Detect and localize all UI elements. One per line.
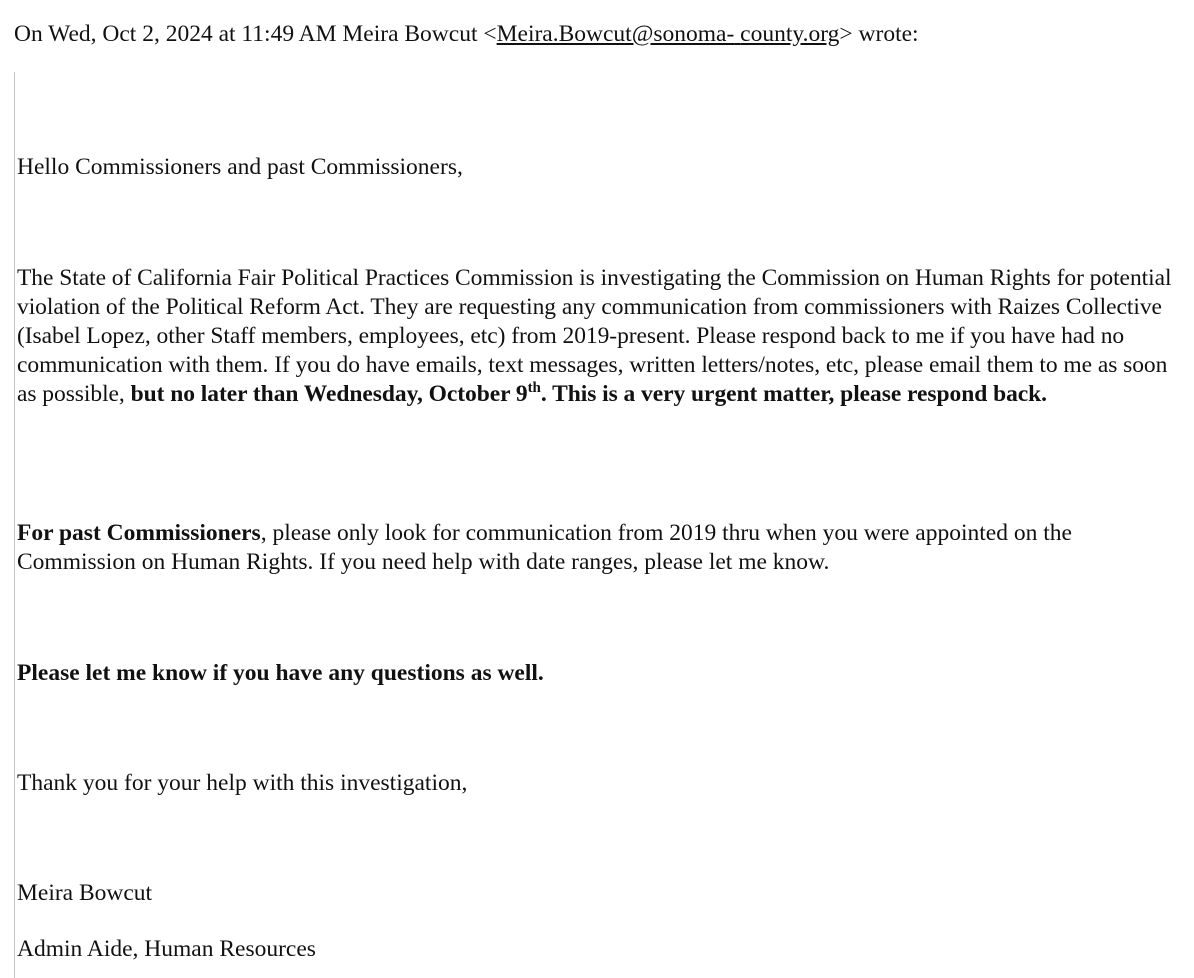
greeting: Hello Commissioners and past Commissioners,	[17, 154, 463, 180]
past-commissioners-lead: For past Commissioners	[17, 520, 261, 546]
quote-bar	[14, 72, 15, 978]
main-paragraph-text: The State of California Fair Political Practices Commission is investigating the Commission on Human Rights for potential violation of the Political Reform Act. They are requesting any communication from commissioners with Raizes Collective (Isabel Lopez, other Staff members, employees, etc) from 2019-present. Please respond back to me if you have had no communication with them. If you do have emails, text messages, written letters/notes, etc, please email them to me as soon as possible,	[17, 265, 1172, 407]
quote-header	[14, 20, 919, 49]
urgent-text: . This is a very urgent matter, please respond back.	[540, 381, 1048, 407]
signature-title: Admin Aide, Human Resources	[17, 936, 316, 962]
main-paragraph	[17, 264, 1189, 409]
signature-name: Meira Bowcut	[17, 880, 153, 906]
thanks-line: Thank you for your help with this investigation,	[17, 770, 468, 796]
deadline-text: but no later than Wednesday, October 9	[130, 381, 528, 407]
past-commissioners-paragraph	[17, 519, 1189, 577]
email-part-2: county.org	[740, 21, 840, 47]
deadline-ordinal: th	[527, 380, 541, 396]
email-part-1: Meira.Bowcut@sonoma-	[496, 21, 735, 47]
past-commissioners-text: , please only look for communication from 2019 thru when you were appointed on the Commission on Human Rights. If you need help with date ranges, please let me know.	[17, 520, 1072, 575]
questions-line: Please let me know if you have any questions as well.	[17, 660, 544, 686]
header-suffix: > wrote:	[839, 21, 919, 47]
sender-email-link[interactable]	[497, 21, 840, 47]
header-prefix: On Wed, Oct 2, 2024 at 11:49 AM Meira Bowcut <	[14, 21, 497, 47]
